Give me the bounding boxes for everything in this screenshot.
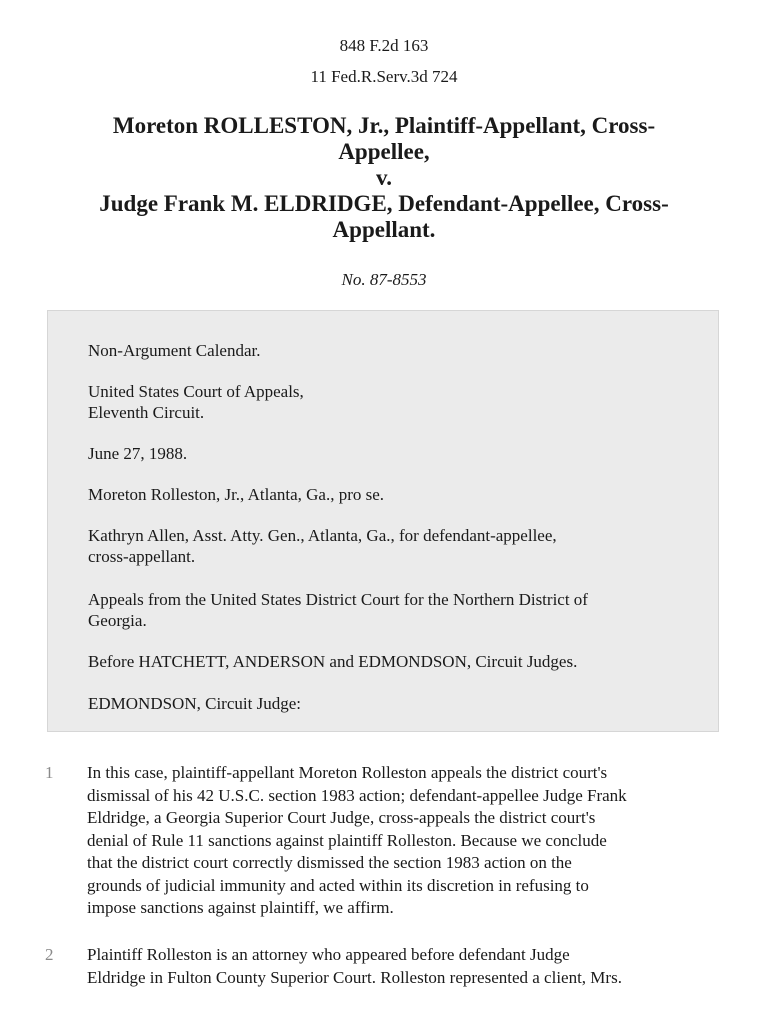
citation-reporter: 848 F.2d 163 [339,36,429,55]
counsel-defendant: Kathryn Allen, Asst. Atty. Gen., Atlanta, Ga., for defendant-appellee, cross-appellant. [88,526,557,566]
title-line: v. [376,165,392,190]
headnote-box [47,310,719,732]
citation-fed-rules: 11 Fed.R.Serv.3d 724 [310,67,458,86]
calendar-note: Non-Argument Calendar. [88,341,261,360]
paragraph-text: Plaintiff Rolleston is an attorney who appeared before defendant Judge Eldridge in Fulton County Superior Court. Rolleston represented a client, Mrs. [87,945,622,987]
docket-number: No. 87-8553 [341,270,427,289]
appeal-origin: Appeals from the United States District Court for the Northern District of Georgia. [88,590,588,630]
case-title [70,113,698,243]
title-line: Judge Frank M. ELDRIDGE, Defendant-Appellee, Cross- [99,191,669,216]
opinion-author: EDMONDSON, Circuit Judge: [88,694,301,713]
paragraph-number: 2 [45,945,54,964]
title-line: Moreton ROLLESTON, Jr., Plaintiff-Appellant, Cross- [112,113,656,138]
title-line: Appellee, [338,139,430,164]
title-line: Appellant. [332,217,436,242]
court-name: United States Court of Appeals, Eleventh Circuit. [88,382,304,422]
panel-judges: Before HATCHETT, ANDERSON and EDMONDSON, Circuit Judges. [88,652,578,671]
paragraph-number: 1 [45,763,54,782]
counsel-plaintiff: Moreton Rolleston, Jr., Atlanta, Ga., pro se. [88,485,385,504]
paragraph-text: In this case, plaintiff-appellant Moreton Rolleston appeals the district court's dismissal of his 42 U.S.C. section 1983 action; defendant-appellee Judge Frank Eldridge, a Georgia Superior Court Judge, cross-appeals the district court's denial of Rule 11 sanctions against plaintiff Rolleston. Because we conclude that the district court correctly dismissed the section 1983 action on the grounds of judicial immunity and acted within its discretion in refusing to impose sanctions against plaintiff, we affirm. [87,763,627,917]
decision-date: June 27, 1988. [88,444,188,463]
